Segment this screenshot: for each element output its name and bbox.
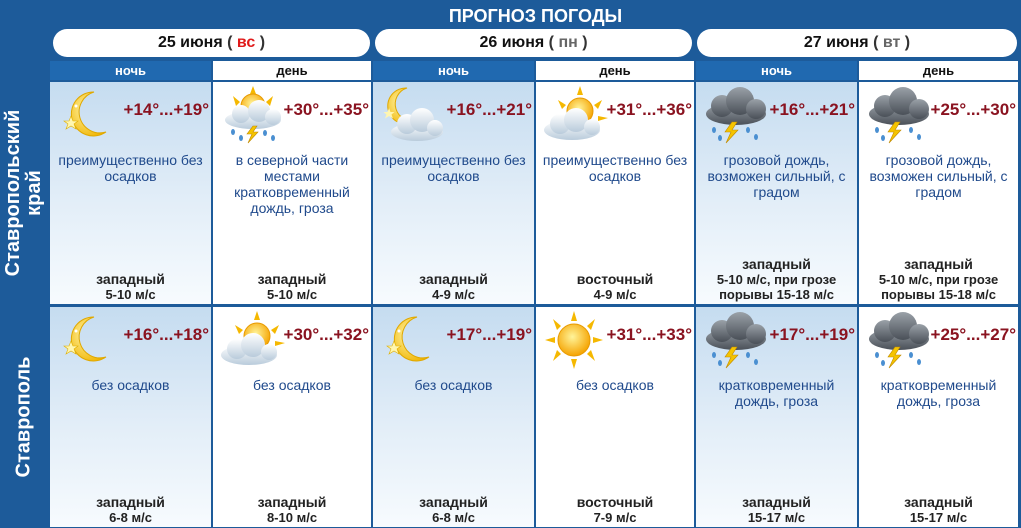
wind-direction: западный <box>742 494 811 510</box>
temperature: +31°...+36° <box>606 100 692 119</box>
wind-block <box>859 494 1018 525</box>
moon-icon <box>54 86 124 144</box>
date-header-1 <box>53 29 370 57</box>
weather-description: без осадков <box>414 377 493 393</box>
wind-block <box>213 271 371 302</box>
forecast-cell <box>696 82 857 304</box>
wind-speed: 5-10 м/с <box>266 287 318 302</box>
temperature: +30°...+32° <box>283 325 369 344</box>
forecast-cell <box>213 307 371 527</box>
weather-description: грозовой дождь, возможен сильный, с градом <box>707 152 846 200</box>
wind-direction: западный <box>419 271 488 287</box>
temperature: +25°...+27° <box>930 325 1016 344</box>
corner-block <box>0 0 48 80</box>
wind-speed: 5-10 м/с, при грозе порывы 15-18 м/с <box>878 272 999 302</box>
forecast-cell <box>50 82 211 304</box>
sun-cloud-rain-thunder-icon <box>217 86 287 144</box>
moon-cloud-icon <box>377 86 447 144</box>
sun-icon <box>540 311 610 369</box>
region-label-city <box>0 307 48 527</box>
forecast-cell <box>50 307 211 527</box>
wind-direction: западный <box>96 271 165 287</box>
wind-speed: 7-9 м/с <box>593 510 637 525</box>
wind-speed: 5-10 м/с <box>105 287 156 302</box>
weather-description: кратковременный дождь, гроза <box>880 377 997 409</box>
sun-cloud-icon <box>540 86 610 144</box>
period-header-day: день <box>536 61 694 80</box>
temperature: +14°...+19° <box>123 100 209 119</box>
wind-speed: 15-17 м/с <box>909 510 968 525</box>
wind-block <box>373 271 534 302</box>
forecast-cell <box>859 307 1018 527</box>
weather-description: преимущественно без осадков <box>381 152 526 184</box>
weekday-label: вт <box>882 34 901 51</box>
weekday-label: вс <box>236 34 256 51</box>
wind-direction: западный <box>96 494 165 510</box>
moon-icon <box>377 311 447 369</box>
wind-speed: 15-17 м/с <box>747 510 806 525</box>
region-name-line1: Ставропольский <box>2 109 24 277</box>
date-label: 25 июня <box>157 34 223 51</box>
weather-description: без осадков <box>253 377 331 393</box>
weather-description: в северной части местами кратковременный дождь, гроза <box>234 152 350 216</box>
date-label: 27 июня <box>803 34 869 51</box>
region-name-line1: Ставрополь <box>12 356 35 478</box>
wind-direction: западный <box>257 494 327 510</box>
wind-speed: 4-9 м/с <box>593 287 637 302</box>
temperature: +31°...+33° <box>606 325 692 344</box>
wind-block <box>859 256 1018 302</box>
thunderstorm-icon <box>863 86 933 144</box>
forecast-cell <box>373 307 534 527</box>
wind-direction: восточный <box>576 494 654 510</box>
paren-close: ) <box>904 34 911 51</box>
thunderstorm-icon <box>863 311 933 369</box>
weather-description: преимущественно без осадков <box>58 152 203 184</box>
wind-speed: 6-8 м/с <box>432 510 475 525</box>
wind-block <box>373 494 534 525</box>
forecast-cell <box>536 82 694 304</box>
paren-open: ( <box>873 34 879 51</box>
temperature: +17°...+19° <box>446 325 532 344</box>
wind-block <box>536 271 694 302</box>
date-header-2 <box>375 29 692 57</box>
page-title: ПРОГНОЗ ПОГОДЫ <box>448 6 623 26</box>
date-label: 26 июня <box>479 34 545 51</box>
forecast-cell <box>373 82 534 304</box>
forecast-cell <box>696 307 857 527</box>
wind-block <box>536 494 694 525</box>
wind-block <box>50 494 211 525</box>
temperature: +16°...+18° <box>123 325 209 344</box>
period-header-night: ночь <box>373 61 534 80</box>
period-header-day: день <box>213 61 371 80</box>
wind-direction: западный <box>742 256 811 272</box>
region-name-line2: край <box>23 170 45 216</box>
region-label-krai <box>0 82 48 304</box>
wind-direction: западный <box>904 494 973 510</box>
thunderstorm-icon <box>700 86 770 144</box>
weather-description: преимущественно без осадков <box>542 152 688 184</box>
wind-block <box>696 494 857 525</box>
temperature: +16°...+21° <box>769 100 855 119</box>
paren-open: ( <box>548 34 554 51</box>
wind-direction: западный <box>419 494 488 510</box>
weather-description: кратковременный дождь, гроза <box>718 377 835 409</box>
moon-icon <box>54 311 124 369</box>
period-header-day: день <box>859 61 1018 80</box>
wind-block <box>50 271 211 302</box>
wind-direction: западный <box>904 256 973 272</box>
wind-speed: 8-10 м/с <box>266 510 318 525</box>
period-header-night: ночь <box>696 61 857 80</box>
thunderstorm-icon <box>700 311 770 369</box>
temperature: +25°...+30° <box>930 100 1016 119</box>
wind-block <box>696 256 857 302</box>
temperature: +30°...+35° <box>283 100 369 119</box>
paren-open: ( <box>227 34 233 51</box>
wind-speed: 5-10 м/с, при грозе порывы 15-18 м/с <box>716 272 837 302</box>
paren-close: ) <box>259 34 266 51</box>
forecast-cell <box>859 82 1018 304</box>
date-header-3 <box>697 29 1017 57</box>
paren-close: ) <box>582 34 588 51</box>
weather-description: грозовой дождь, возможен сильный, с градом <box>869 152 1008 200</box>
weekday-label: пн <box>558 34 578 51</box>
forecast-cell <box>213 82 371 304</box>
wind-block <box>213 494 371 525</box>
temperature: +16°...+21° <box>446 100 532 119</box>
wind-speed: 4-9 м/с <box>432 287 475 302</box>
sun-cloud-icon <box>217 311 287 369</box>
weather-description: без осадков <box>576 377 654 393</box>
temperature: +17°...+19° <box>769 325 855 344</box>
period-header-night: ночь <box>50 61 211 80</box>
wind-speed: 6-8 м/с <box>109 510 152 525</box>
forecast-cell <box>536 307 694 527</box>
wind-direction: западный <box>257 271 327 287</box>
wind-direction: восточный <box>576 271 654 287</box>
weather-description: без осадков <box>91 377 170 393</box>
